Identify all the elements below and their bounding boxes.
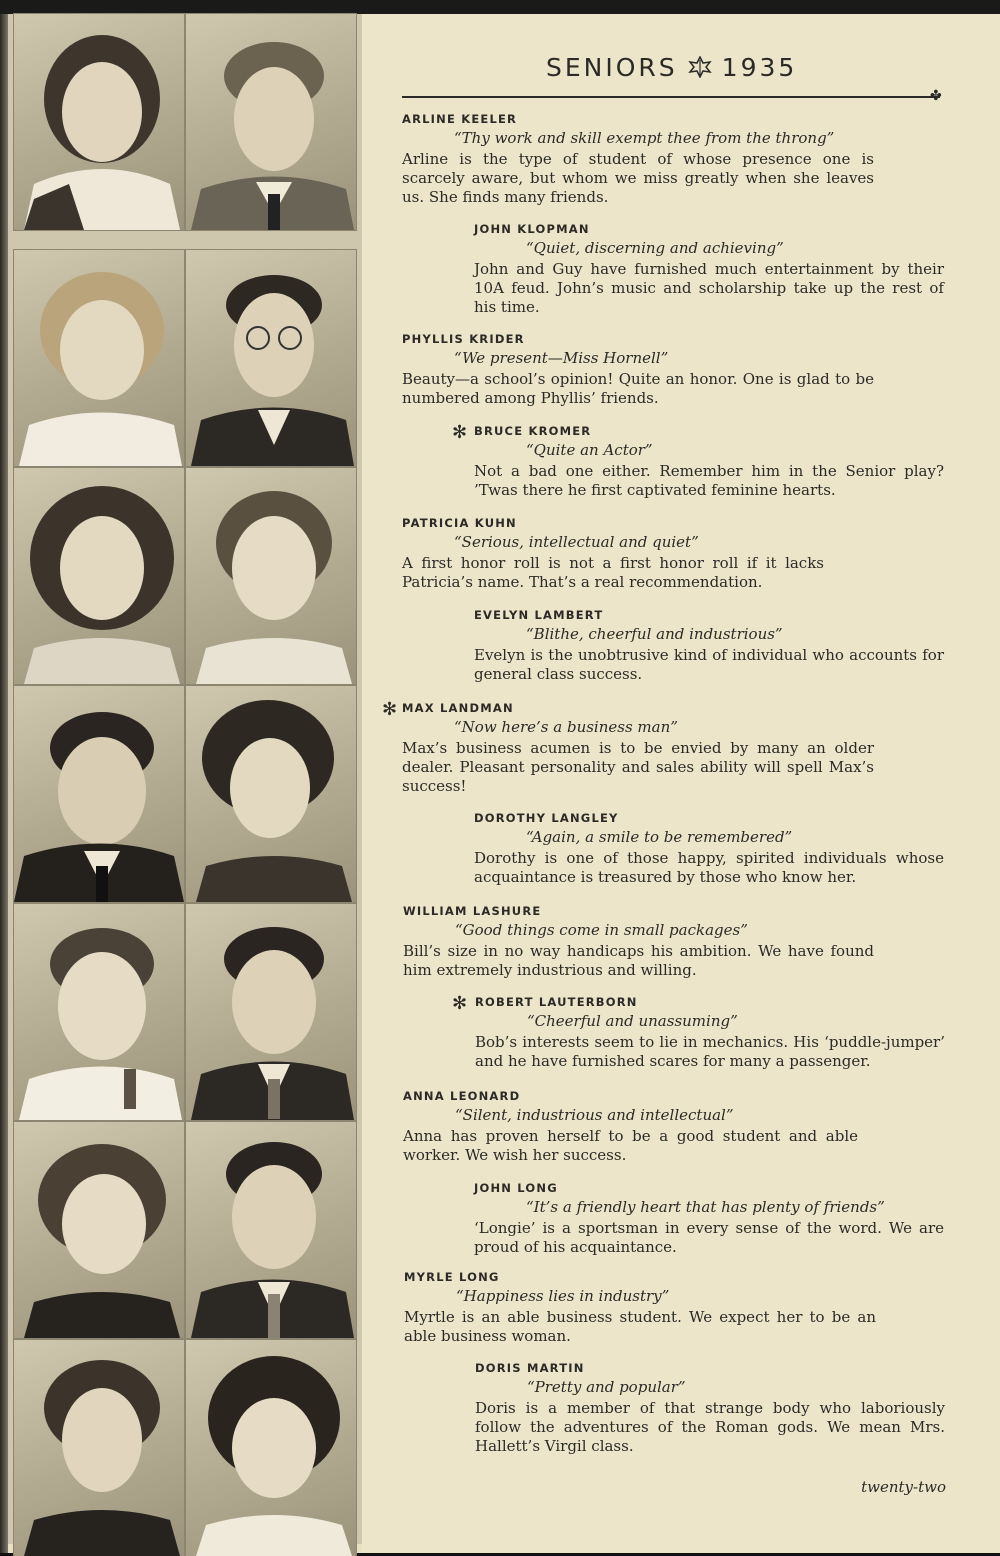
portrait-photo	[186, 686, 356, 902]
senior-quote: “Good things come in small packages”	[455, 921, 748, 939]
senior-quote: “Thy work and skill exempt thee from the throng”	[454, 129, 835, 147]
senior-quote: “Pretty and popular”	[527, 1378, 686, 1396]
portrait-photo	[186, 904, 356, 1120]
senior-entry	[474, 606, 944, 684]
senior-entry	[402, 699, 874, 796]
rule-ornament-icon: ✤	[930, 88, 942, 104]
senior-name: BRUCE KROMER	[474, 424, 592, 438]
senior-quote: “Quite an Actor”	[526, 441, 653, 459]
senior-description: Myrtle is an able business student. We expect her to be an able business woman.	[404, 1308, 876, 1345]
page-title	[546, 53, 806, 84]
portrait-photo	[14, 14, 184, 230]
senior-quote: “Silent, industrious and intellectual”	[455, 1106, 734, 1124]
senior-entry	[402, 110, 874, 207]
senior-entry	[404, 1268, 876, 1346]
portrait-photo	[14, 468, 184, 684]
senior-quote: “Serious, intellectual and quiet”	[454, 533, 699, 551]
senior-quote: “Now here’s a business man”	[454, 718, 678, 736]
asterisk-mark-icon: ✻	[452, 422, 468, 443]
senior-description: John and Guy have furnished much entertainment by their 10A feud. John’s music and scholarship take up the rest of his time.	[474, 260, 944, 316]
senior-name: MAX LANDMAN	[402, 701, 514, 715]
senior-quote: “We present—Miss Hornell”	[454, 349, 669, 367]
portrait-photo	[14, 686, 184, 902]
senior-entry	[403, 902, 874, 980]
senior-description: Bob’s interests seem to lie in mechanics. His ‘puddle-jumper’ and he have furnished scares for many a passenger.	[475, 1033, 945, 1070]
senior-description: Max’s business acumen is to be envied by many an older dealer. Pleasant personality and sales ability will spell Max’s success!	[402, 739, 874, 795]
senior-name: PATRICIA KUHN	[402, 516, 517, 530]
senior-name: JOHN KLOPMAN	[474, 222, 590, 236]
senior-description: Not a bad one either. Remember him in the Senior play? ’Twas there he first captivated feminine hearts.	[474, 462, 944, 499]
portrait-photo	[14, 1122, 184, 1338]
senior-entry	[402, 514, 824, 592]
senior-description: Beauty—a school’s opinion! Quite an honor. One is glad to be numbered among Phyllis’ friends.	[402, 370, 874, 407]
page-title-year: 1935	[721, 53, 798, 82]
leaf-ornament-icon	[688, 55, 712, 84]
senior-entry	[475, 993, 945, 1071]
book-binding-edge	[0, 14, 8, 1553]
senior-entry	[403, 1087, 858, 1165]
senior-quote: “Cheerful and unassuming”	[527, 1012, 738, 1030]
senior-description: Dorothy is one of those happy, spirited individuals whose acquaintance is treasured by those who know her.	[474, 849, 944, 886]
senior-description: Evelyn is the unobtrusive kind of individual who accounts for general class success.	[474, 646, 944, 683]
senior-name: PHYLLIS KRIDER	[402, 332, 525, 346]
page-top-edge	[0, 0, 1000, 14]
senior-entry	[474, 809, 944, 887]
senior-name: EVELYN LAMBERT	[474, 608, 604, 622]
senior-entry	[475, 1359, 945, 1456]
senior-description: ‘Longie’ is a sportsman in every sense of the word. We are proud of his acquaintance.	[474, 1219, 944, 1256]
header-rule	[402, 96, 940, 98]
senior-name: DORIS MARTIN	[475, 1361, 585, 1375]
senior-name: DOROTHY LANGLEY	[474, 811, 619, 825]
senior-name: ROBERT LAUTERBORN	[475, 995, 638, 1009]
page-number: twenty-two	[861, 1478, 946, 1496]
asterisk-mark-icon: ✻	[452, 993, 468, 1014]
portrait-photo	[186, 250, 356, 466]
senior-quote: “Again, a smile to be remembered”	[526, 828, 793, 846]
senior-name: ANNA LEONARD	[403, 1089, 521, 1103]
senior-name: WILLIAM LASHURE	[403, 904, 542, 918]
portrait-photo	[14, 1340, 184, 1556]
senior-description: Bill’s size in no way handicaps his ambition. We have found him extremely industrious and willing.	[403, 942, 874, 979]
senior-description: Arline is the type of student of whose presence one is scarcely aware, but whom we miss greatly when she leaves us. She finds many friends.	[402, 150, 874, 206]
portrait-photo	[186, 1340, 356, 1556]
senior-entry	[474, 1179, 944, 1257]
portrait-photo	[186, 1122, 356, 1338]
senior-quote: “Happiness lies in industry”	[456, 1287, 670, 1305]
portrait-panel	[8, 14, 362, 1544]
senior-name: JOHN LONG	[474, 1181, 558, 1195]
senior-quote: “Blithe, cheerful and industrious”	[526, 625, 783, 643]
senior-entry	[474, 422, 944, 500]
portrait-photo	[14, 250, 184, 466]
portrait-photo	[186, 468, 356, 684]
senior-name: MYRLE LONG	[404, 1270, 500, 1284]
senior-description: A first honor roll is not a first honor roll if it lacks Patricia’s name. That’s a real recommendation.	[402, 554, 824, 591]
senior-entry	[402, 330, 874, 408]
senior-quote: “Quiet, discerning and achieving”	[526, 239, 784, 257]
senior-quote: “It’s a friendly heart that has plenty of friends”	[526, 1198, 885, 1216]
senior-name: ARLINE KEELER	[402, 112, 518, 126]
portrait-photo	[186, 14, 356, 230]
portrait-photo	[14, 904, 184, 1120]
senior-description: Anna has proven herself to be a good student and able worker. We wish her success.	[403, 1127, 858, 1164]
senior-entry	[474, 220, 944, 317]
page-title-label: SENIORS	[546, 53, 678, 82]
asterisk-mark-icon: ✻	[382, 699, 398, 720]
senior-description: Doris is a member of that strange body who laboriously follow the adventures of the Roman gods. We mean Mrs. Hallett’s Virgil class.	[475, 1399, 945, 1455]
